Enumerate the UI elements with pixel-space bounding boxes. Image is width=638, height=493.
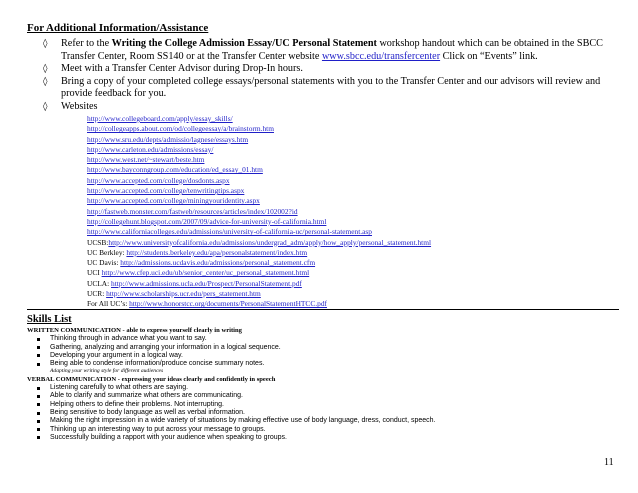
skill-category-heading: WRITTEN COMMUNICATION - able to express yourself clearly in writing — [27, 327, 242, 334]
bullet-item-handout — [27, 38, 617, 63]
link-row — [87, 258, 607, 268]
workshop-title: Writing the College Admission Essay/UC Personal Statement — [111, 38, 377, 49]
skill-item: Listening carefully to what others are saying. — [27, 384, 627, 392]
website-link-list — [87, 114, 607, 310]
website-link[interactable]: http://fastweb.monster.com/fastweb/resources/articles/index/102002?id — [87, 206, 298, 216]
link-row — [87, 145, 607, 155]
bullet-text: Click on “Events” link. — [440, 50, 538, 62]
link-row — [87, 196, 607, 206]
bullet-text: Bring a copy of your completed college essays/personal statements with you to the Transfer Center and our advisors will review and provide feedback for you. — [61, 75, 601, 100]
link-label: UCSB: — [87, 237, 109, 247]
website-link[interactable]: http://www.collegeboard.com/apply/essay_skills/ — [87, 114, 233, 123]
diamond-bullet-icon: ◊ — [43, 64, 48, 75]
diamond-bullet-icon: ◊ — [43, 101, 48, 112]
section-heading: For Additional Information/Assistance — [27, 22, 209, 34]
link-row — [87, 155, 607, 165]
link-row — [87, 227, 607, 237]
website-link[interactable]: http://www.carleton.edu/admissions/essay/ — [87, 144, 214, 154]
link-label: UCR: — [87, 289, 107, 299]
skill-category-heading: VERBAL COMMUNICATION - expressing your ideas clearly and confidently in speech — [27, 375, 276, 383]
bullet-text: workshop handout which can be obtained in the SBCC Transfer Center, Room SS140 or at the Transfer Center website — [61, 38, 603, 62]
square-bullet-icon — [37, 395, 40, 398]
skill-item: Able to clarify and summarize what others are communicating. — [27, 392, 627, 400]
skill-item: Thinking up an interesting way to put across your message to groups. — [27, 426, 627, 434]
link-row — [87, 186, 607, 196]
link-row — [87, 135, 607, 145]
skill-item: Making the right impression in a wide variety of situations by making effective use of body language, dress, conduct, speech. — [27, 417, 627, 425]
skill-item: Being able to condense information/produce concise summary notes. — [27, 360, 627, 368]
website-link[interactable]: http://www.admissions.ucla.edu/Prospect/PersonalStatement.pdf — [111, 278, 302, 288]
square-bullet-icon — [37, 338, 40, 341]
skill-note: Adapting your writing style for different audiences — [50, 368, 164, 375]
bullet-text: Refer to the — [61, 38, 112, 49]
bullet-text: Websites — [61, 100, 98, 112]
horizontal-rule — [27, 309, 619, 310]
website-link[interactable]: http://www.universityofcalifornia.edu/admissions/undergrad_adm/apply/how_apply/personal_statement.html — [108, 237, 432, 247]
square-bullet-icon — [37, 420, 40, 423]
link-row — [87, 289, 607, 299]
website-link[interactable]: http://www.west.net/~stewart/beste.htm — [87, 155, 205, 165]
website-link[interactable]: http://www.cfep.uci.edu/ub/senior_center/uc_personal_statement.html — [101, 268, 310, 278]
square-bullet-icon — [37, 354, 40, 357]
transfer-center-link[interactable]: www.sbcc.edu/transfercenter — [321, 50, 441, 62]
diamond-bullet-icon: ◊ — [43, 76, 48, 87]
square-bullet-icon — [37, 346, 40, 349]
website-link[interactable]: http://www.accepted.com/college/tenwritingtips.aspx — [87, 186, 245, 196]
link-label: UC Berkley: — [87, 247, 127, 257]
square-bullet-icon — [37, 428, 40, 431]
bullet-text: Meet with a Transfer Center Advisor during Drop-In hours. — [61, 63, 303, 75]
link-label: UCLA: — [87, 278, 112, 288]
website-link[interactable]: http://www.honorstcc.org/documents/PersonalStatementHTCC.pdf — [129, 299, 327, 309]
skill-item: Successfully building a rapport with your audience when speaking to groups. — [27, 434, 627, 442]
link-row — [87, 176, 607, 186]
link-row — [87, 238, 607, 248]
link-row — [87, 114, 607, 124]
link-row — [87, 217, 607, 227]
square-bullet-icon — [37, 436, 40, 439]
link-label: UC Davis: — [87, 258, 121, 268]
website-link[interactable]: http://www.accepted.com/college/dosdonts.aspx — [87, 175, 230, 185]
link-label: UCI — [87, 268, 102, 278]
page-number: 11 — [604, 457, 614, 468]
website-link[interactable]: http://www.accepted.com/college/miningyouridentity.aspx — [87, 196, 260, 206]
skills-list-title: Skills List — [27, 314, 72, 325]
link-row — [87, 124, 607, 134]
skill-item: Gathering, analyzing and arranging your information in a logical sequence. — [27, 344, 627, 352]
info-bullet-list — [27, 38, 617, 114]
skills-list — [27, 327, 627, 442]
website-link[interactable]: http://www.bayconngroup.com/education/ed_essay_01.htm — [87, 165, 263, 175]
square-bullet-icon — [37, 363, 40, 366]
website-link[interactable]: http://www.californiacolleges.edu/admissions/university-of-california-uc/personal-statement.asp — [87, 227, 373, 237]
square-bullet-icon — [37, 403, 40, 406]
link-row — [87, 165, 607, 175]
link-row — [87, 279, 607, 289]
bullet-item-essays — [27, 76, 617, 101]
website-link[interactable]: http://www.sru.edu/depts/admissio/lagnese/essays.htm — [87, 134, 249, 144]
skill-item: Developing your argument in a logical way. — [27, 352, 627, 360]
link-row — [87, 207, 607, 217]
link-row — [87, 268, 607, 278]
link-label: For All UC’s: — [87, 299, 130, 309]
website-link[interactable]: http://collegeapps.about.com/od/collegeessay/a/brainstorm.htm — [87, 124, 274, 134]
website-link[interactable]: http://collegehunt.blogspot.com/2007/09/advice-for-university-of-california.html — [87, 216, 327, 226]
link-row — [87, 248, 607, 258]
skill-item: Being sensitive to body language as well as verbal information. — [27, 409, 627, 417]
website-link[interactable]: http://admissions.ucdavis.edu/admissions/personal_statement.cfm — [120, 258, 316, 268]
bullet-item-websites — [27, 101, 617, 114]
bullet-item-advisor — [27, 63, 617, 76]
website-link[interactable]: http://www.scholarships.ucr.edu/pers_statement.htm — [106, 289, 261, 299]
skill-item: Helping others to define their problems. Not interrupting. — [27, 401, 627, 409]
square-bullet-icon — [37, 387, 40, 390]
skill-item: Thinking through in advance what you want to say. — [27, 335, 627, 343]
square-bullet-icon — [37, 412, 40, 415]
website-link[interactable]: http://students.berkeley.edu/apa/personalstatement/index.htm — [126, 247, 308, 257]
diamond-bullet-icon: ◊ — [43, 39, 48, 49]
